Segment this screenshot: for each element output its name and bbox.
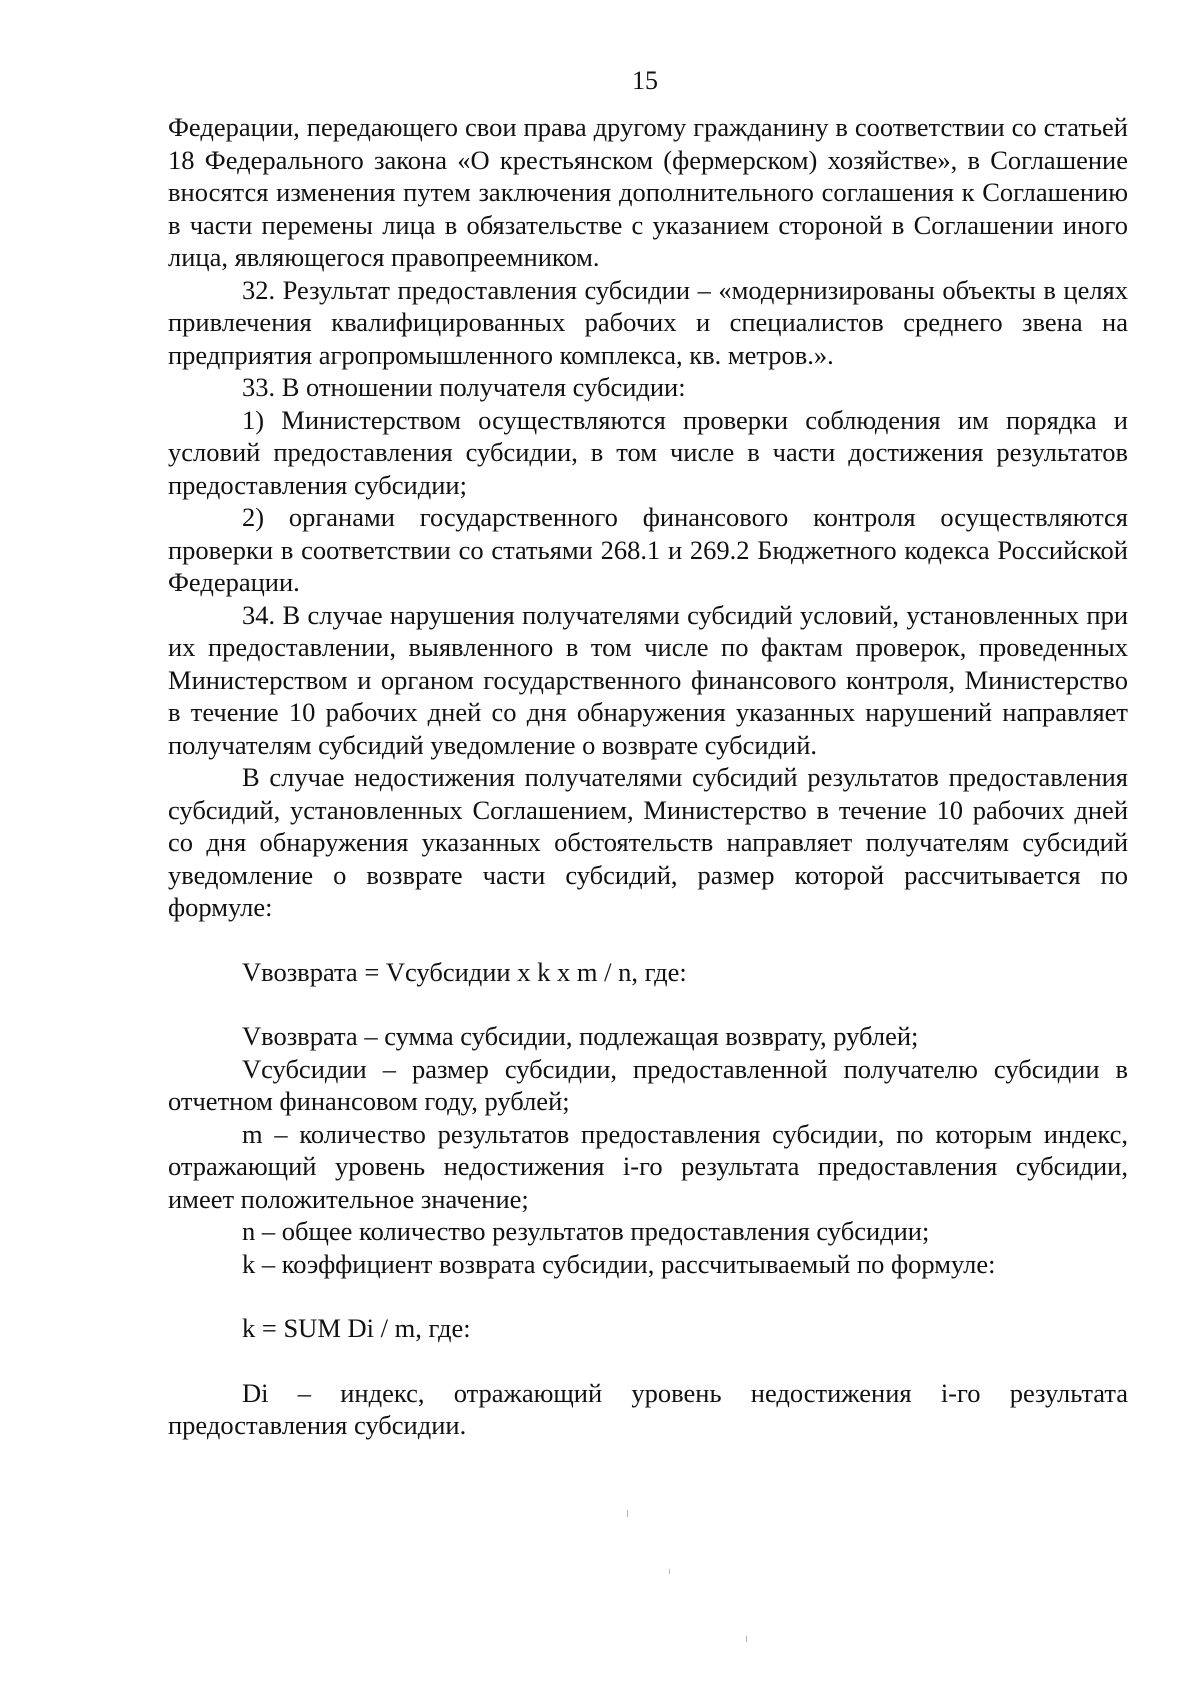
definition-di: Di – индекс, отражающий уровень недостижения i-го результата предоставления субсидии. bbox=[168, 1377, 1128, 1440]
page-number: 15 bbox=[632, 66, 658, 95]
definition-k: k – коэффициент возврата субсидии, рассчитываемый по формуле: bbox=[242, 1248, 996, 1279]
document-body bbox=[168, 111, 1128, 1442]
paragraph-33: 33. В отношении получателя субсидии: bbox=[242, 372, 686, 402]
paragraph-33-item-2: 2) органами государственного финансового контроля осуществляются проверки в соответствии со статьями 268.1 и 269.2 Бюджетного кодекса Российской Федерации. bbox=[168, 502, 1128, 597]
definition-v-return: Vвозврата – сумма субсидии, подлежащая возврату, рублей; bbox=[242, 1021, 919, 1051]
definition-v-subsidy: Vсубсидии – размер субсидии, предоставленной получателю субсидии в отчетном финансовом году, рублей; bbox=[168, 1053, 1128, 1116]
paragraph-34-part-2: В случае недостижения получателями субсидий результатов предоставления субсидий, установленных Соглашением, Министерство в течение 10 рабочих дней со дня обнаружения указанных обстоятельств направляет получателям субсидий уведомление о возврате части субсидий, размер которой рассчитывается по формуле: bbox=[168, 762, 1128, 922]
scan-speck bbox=[627, 1510, 628, 1517]
coefficient-formula: k = SUM Di / m, где: bbox=[242, 1313, 471, 1343]
paragraph-32: 32. Результат предоставления субсидии – «модернизированы объекты в целях привлечения квалифицированных рабочих и специалистов среднего звена на предприятия агропромышленного комплекса, кв. метров.». bbox=[168, 274, 1128, 370]
paragraph-33-item-1: 1) Министерством осуществляются проверки соблюдения им порядка и условий предоставления субсидии, в том числе в части достижения результатов предоставления субсидии; bbox=[168, 404, 1128, 500]
paragraph-34: 34. В случае нарушения получателями субсидий условий, установленных при их предоставлении, выявленного в том числе по фактам проверок, проведенных Министерством и органом государственного финансового контроля, Министерство в течение 10 рабочих дней со дня обнаружения указанных нарушений направляет получателям субсидий уведомление о возврате субсидий. bbox=[168, 599, 1128, 760]
definition-n: n – общее количество результатов предоставления субсидии; bbox=[242, 1216, 930, 1246]
scan-speck bbox=[669, 1569, 670, 1574]
definition-m: m – количество результатов предоставления субсидии, по которым индекс, отражающий уровень недостижения i-го результата предоставления субсидии, имеет положительное значение; bbox=[168, 1118, 1128, 1214]
paragraph-continuation: Федерации, передающего свои права другому гражданину в соответствии со статьей 18 Федерального закона «О крестьянском (фермерском) хозяйстве», в Соглашение вносятся изменения путем заключения дополнительного соглашения к Соглашению в части перемены лица в обязательстве с указанием стороной в Соглашении иного лица, являющегося правопреемником. bbox=[168, 112, 1128, 272]
scan-speck bbox=[746, 1636, 747, 1642]
return-formula: Vвозврата = Vсубсидии x k x m / n, где: bbox=[242, 956, 687, 987]
